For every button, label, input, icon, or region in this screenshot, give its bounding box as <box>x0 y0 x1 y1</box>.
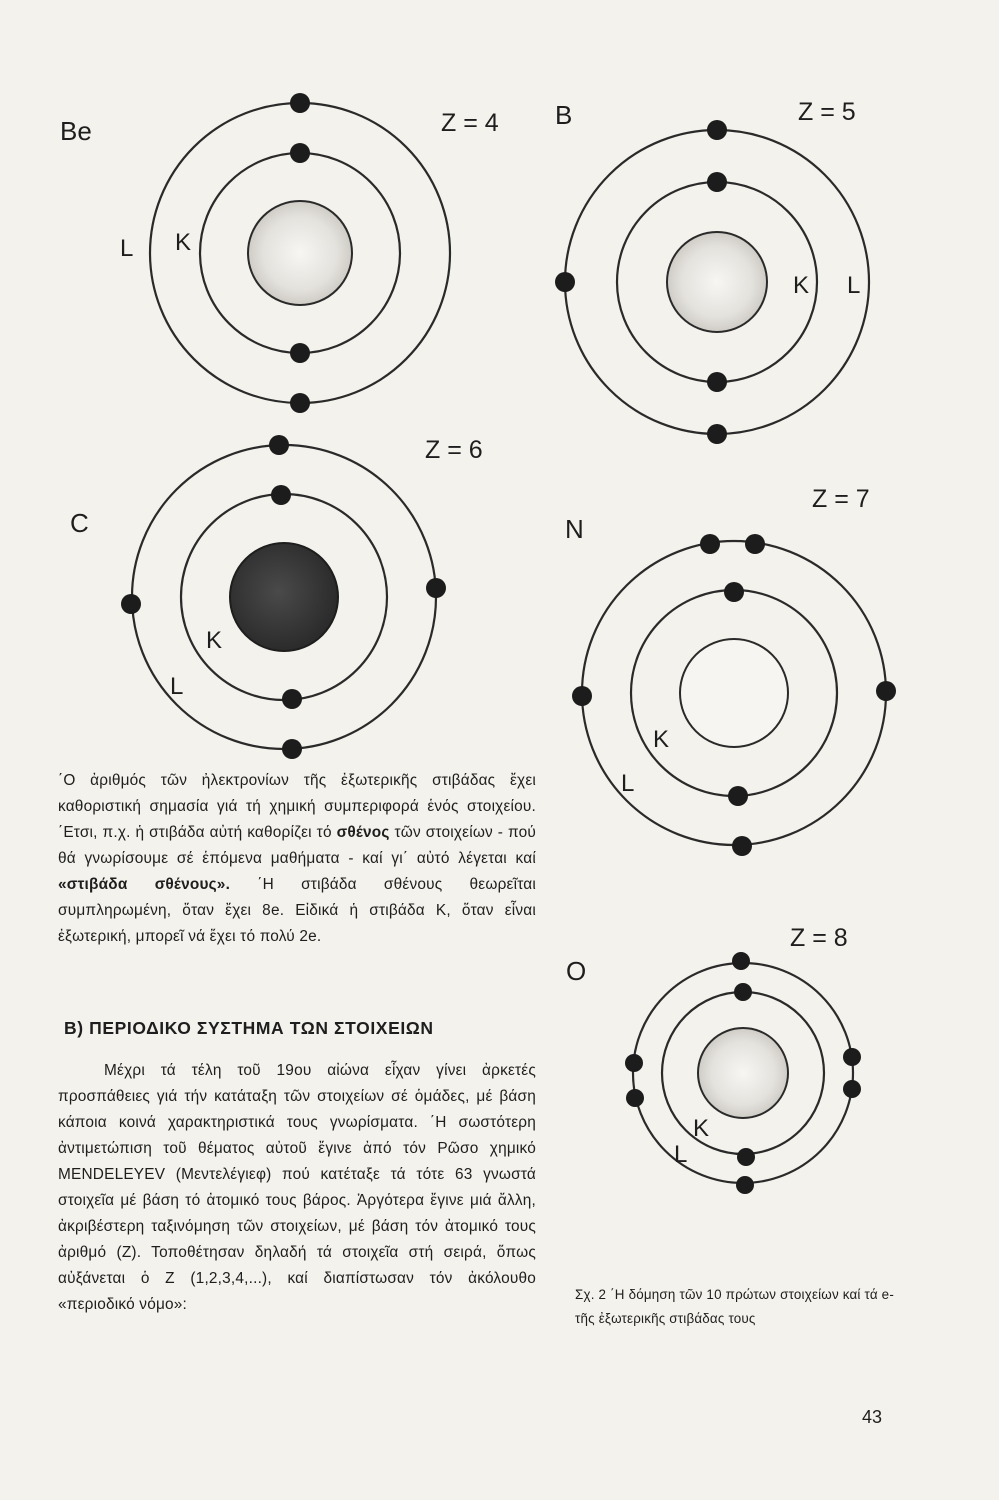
atom-b <box>555 98 869 444</box>
atom-be-z: Z = 4 <box>441 109 499 137</box>
atom-c-z: Z = 6 <box>425 436 483 464</box>
atom-n-electron <box>876 681 896 701</box>
atom-c-electron <box>282 689 302 709</box>
atom-n-electron <box>732 836 752 856</box>
atom-b-electron <box>707 172 727 192</box>
section-heading: B) ΠΕΡΙΟΔΙΚΟ ΣΥΣΤΗΜΑ ΤΩΝ ΣΤΟΙΧΕΙΩΝ <box>64 1018 434 1038</box>
paragraph-periodic-system <box>58 1058 536 1318</box>
atom-o-symbol: O <box>566 956 587 986</box>
atom-c-nucleus <box>230 543 338 651</box>
atom-c-electron <box>121 594 141 614</box>
atom-o-electron <box>736 1176 754 1194</box>
atom-b-label-l: L <box>847 272 861 299</box>
atom-be-label-k: K <box>175 229 192 256</box>
figure-caption: Σχ. 2 ΄Η δόμηση τῶν 10 πρώτων στοιχείων καί τά e- τῆς ἐξωτερικῆς στιβάδας τους <box>575 1287 894 1326</box>
atom-n-symbol: N <box>565 514 584 544</box>
atom-n-electron <box>745 534 765 554</box>
atom-n-electron <box>724 582 744 602</box>
atom-c-electron <box>271 485 291 505</box>
atom-n <box>565 485 896 856</box>
atom-o-electron <box>843 1080 861 1098</box>
atom-n-electron <box>572 686 592 706</box>
atom-o-nucleus <box>698 1028 788 1118</box>
atom-n-electron <box>700 534 720 554</box>
atom-c-symbol: C <box>70 508 89 538</box>
atom-c-electron <box>282 739 302 759</box>
paragraph1-text-1: ΄Ο ἀριθμός τῶν ἠλεκτρονίων τῆς ἐξωτερικῆς στιβάδας ἔχει καθοριστική σημασία γιά τή χημική συμπεριφορά ἑνός στοιχείου. ΄Ετσι, π.χ. ἡ στιβάδα αὐτή καθορίζει τό <box>58 772 536 841</box>
atom-c <box>70 435 483 759</box>
atom-be-label-l: L <box>120 235 134 262</box>
atom-o-label-k: K <box>693 1115 710 1142</box>
atom-o <box>566 924 861 1194</box>
paragraph1-text-3: ΄Η στιβάδα σθένους θεωρεῖται συμπληρωμένη, ὅταν ἔχει 8e. Εἰδικά ἡ στιβάδα K, ὅταν εἶναι ἐξωτερική, μπορεῖ νά ἔχει τό πολύ 2e. <box>58 876 536 945</box>
atom-n-electron <box>728 786 748 806</box>
atom-b-electron <box>555 272 575 292</box>
atom-be-electron <box>290 393 310 413</box>
atom-n-label-k: K <box>653 726 670 753</box>
atom-b-electron <box>707 120 727 140</box>
atom-b-electron <box>707 424 727 444</box>
atom-o-electron <box>626 1089 644 1107</box>
atom-be-symbol: Be <box>60 116 92 146</box>
atom-n-nucleus <box>680 639 788 747</box>
atom-c-electron <box>426 578 446 598</box>
atom-c-label-k: K <box>206 627 223 654</box>
atom-o-electron <box>625 1054 643 1072</box>
atom-be-nucleus <box>248 201 352 305</box>
atom-b-symbol: B <box>555 100 573 130</box>
atom-o-label-l: L <box>674 1141 688 1168</box>
page-number: 43 <box>862 1407 883 1427</box>
paragraph1-bold-valence-shell: «στιβάδα σθένους». <box>58 876 231 893</box>
atom-c-label-l: L <box>170 673 184 700</box>
atom-be-electron <box>290 93 310 113</box>
atom-c-electron <box>269 435 289 455</box>
atom-b-z: Z = 5 <box>798 98 856 126</box>
atom-n-label-l: L <box>621 770 635 797</box>
atom-o-electron <box>843 1048 861 1066</box>
atom-o-electron <box>737 1148 755 1166</box>
atom-be <box>60 93 499 413</box>
atom-b-electron <box>707 372 727 392</box>
paragraph1-text-2: τῶν στοιχείων - πού θά γνωρίσουμε σέ ἑπόμενα μαθήματα - καί γι΄ αὐτό λέγεται καί <box>58 824 536 867</box>
atom-o-z: Z = 8 <box>790 924 848 952</box>
paragraph-valence-shell <box>58 768 536 950</box>
atom-o-electron <box>734 983 752 1001</box>
atom-b-nucleus <box>667 232 767 332</box>
paragraph1-bold-valence: σθένος <box>336 824 390 841</box>
paragraph2-text: Μέχρι τά τέλη τοῦ 19ου αἰώνα εἶχαν γίνει ἀρκετές προσπάθειες γιά τήν κατάταξη τῶν στοιχείων σέ ὁμάδες, μέ βάση κάποια κοινά χαρακτηριστικά τους γνωρίσματα. ΄Η σωστότερη ἀντιμετώπιση τοῦ θέματος αὐτοῦ ἔγινε ἀπό τόν Ρῶσο χημικό MENDELEYEV (Μεντελέγιεφ) πού κατέταξε τά τότε 63 γνωστά στοιχεῖα μέ βάση τό ἀτομικό τους βάρος. Ἀργότερα ἔγινε μιά ἄλλη, ἀκριβέστερη ταξινόμηση τῶν στοιχείων, μέ βάση τόν ἀτομικό τους ἀριθμό (Z). Τοποθέτησαν δηλαδή τά στοιχεῖα στή σειρά, ὅπως αὐξάνεται ὁ Z (1,2,3,4,...), καί διαπίστωσαν τόν ἀκόλουθο «περιοδικό νόμο»: <box>58 1062 536 1313</box>
atom-be-electron <box>290 343 310 363</box>
atom-b-label-k: K <box>793 272 810 299</box>
atom-o-electron <box>732 952 750 970</box>
atom-n-z: Z = 7 <box>812 485 870 513</box>
atom-be-electron <box>290 143 310 163</box>
